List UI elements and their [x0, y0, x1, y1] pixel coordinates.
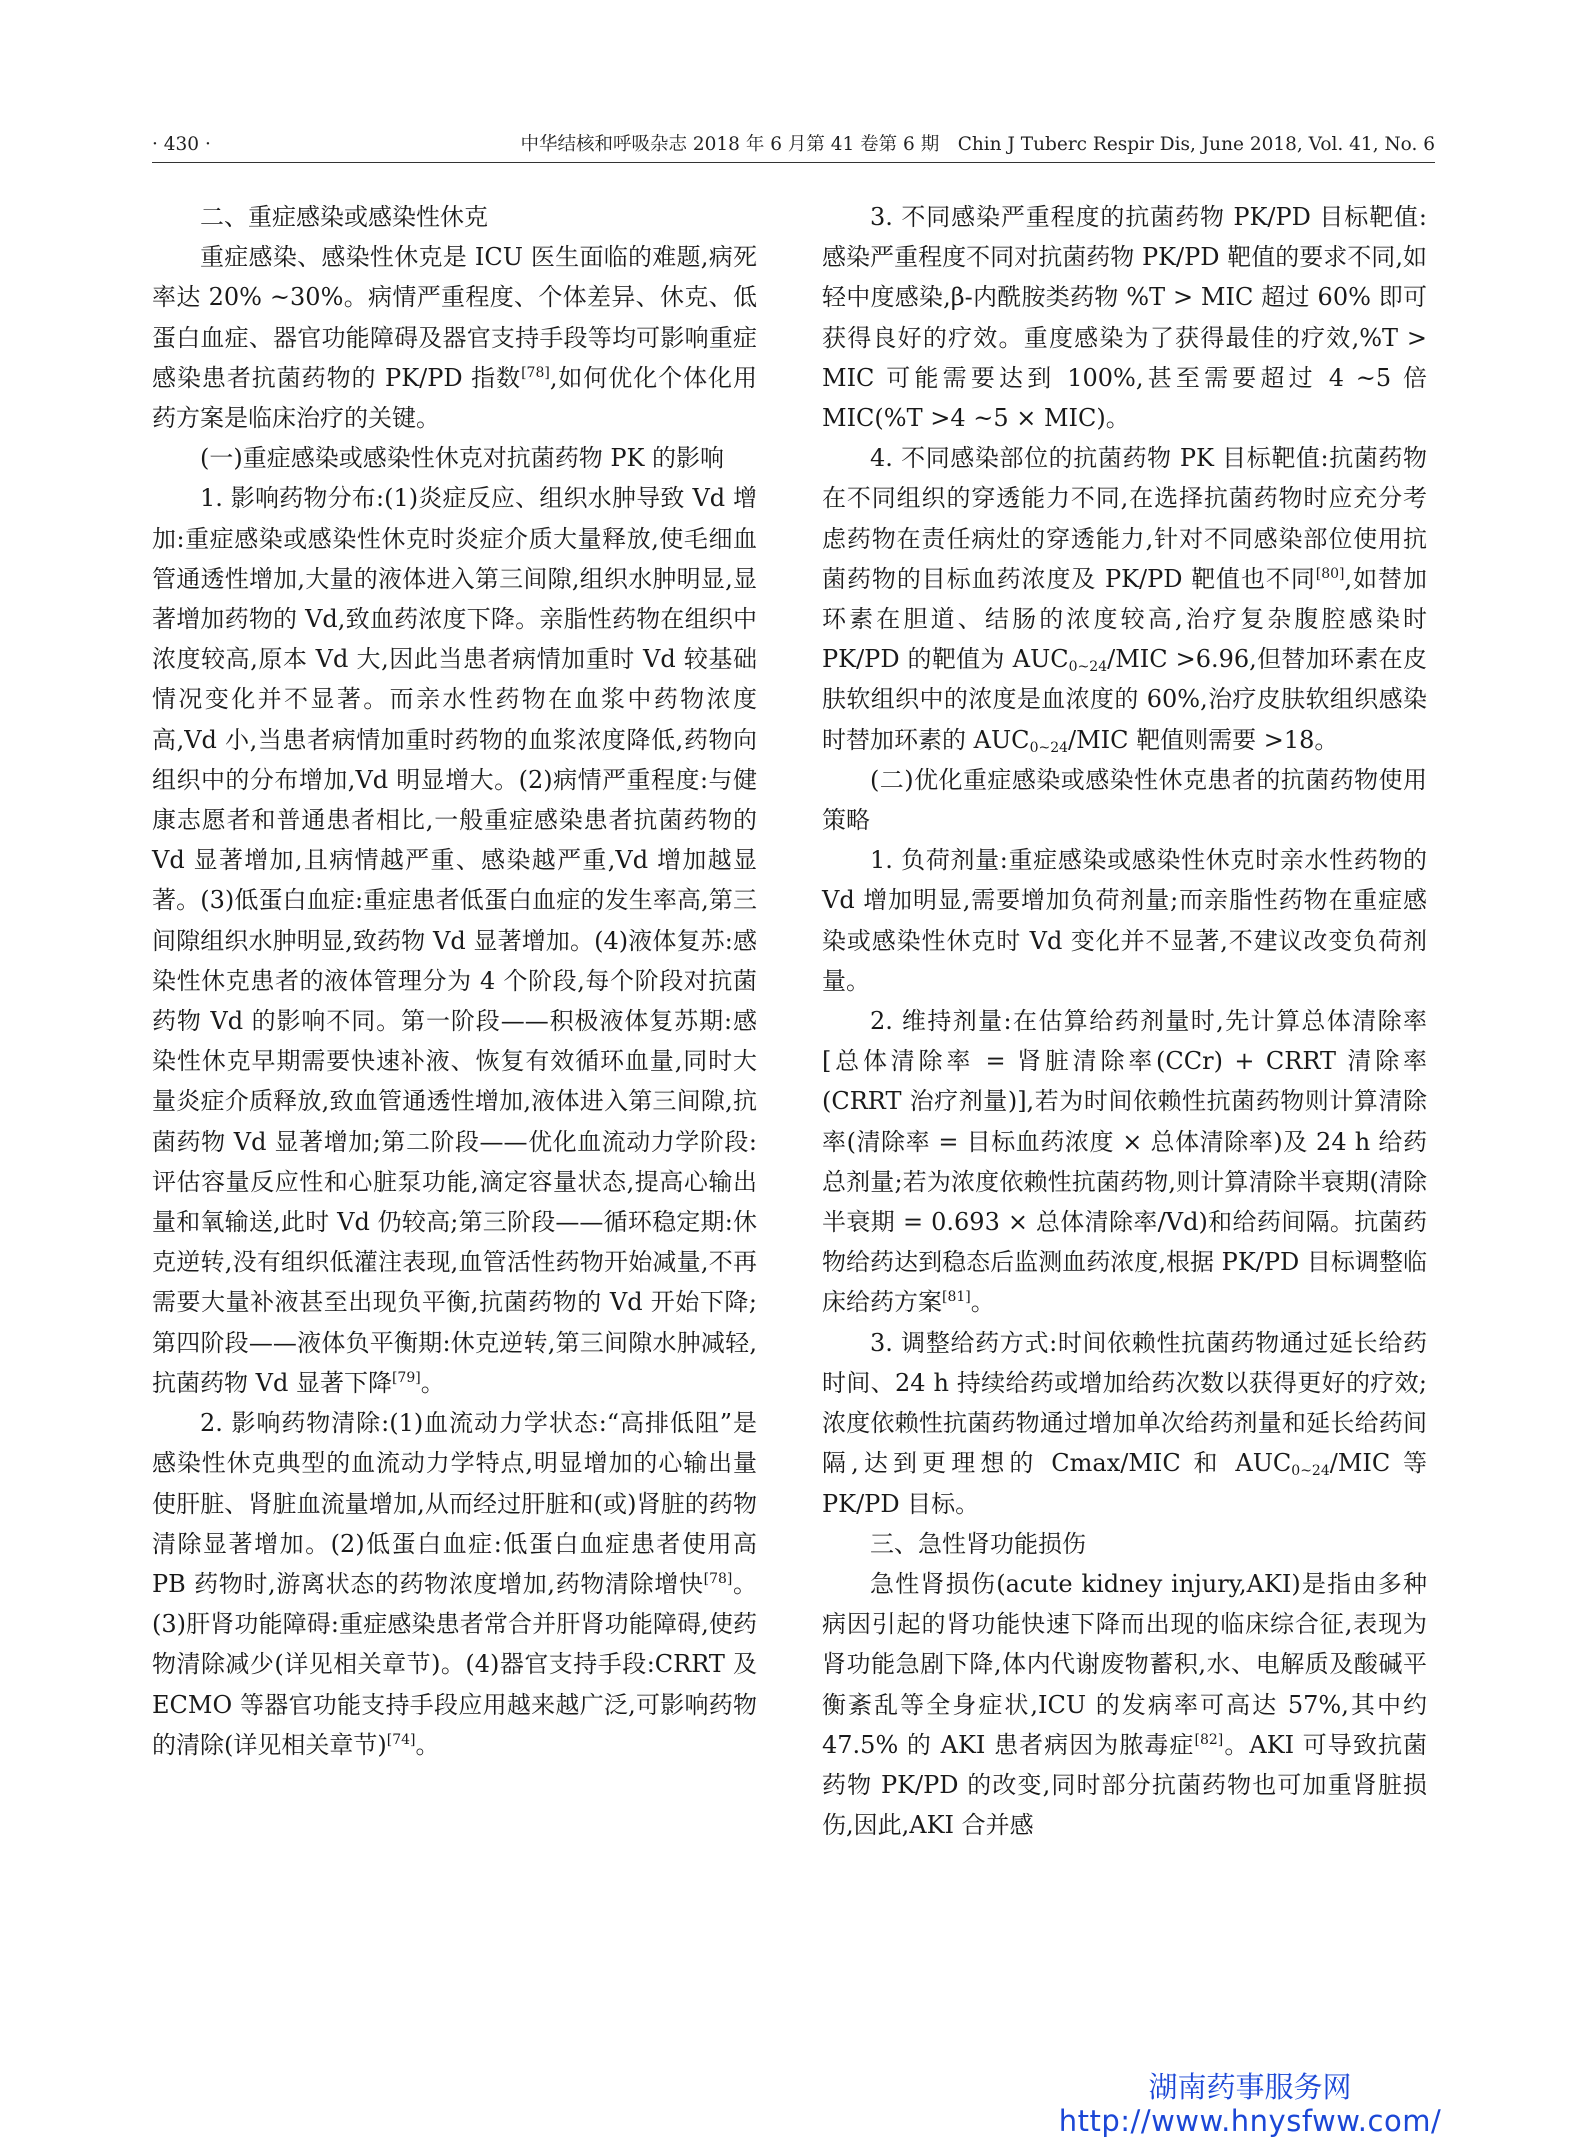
right-column [822, 197, 1427, 1845]
watermark-name: 湖南药事服务网 [1148, 2070, 1352, 2104]
citation: [74] [386, 1731, 416, 1748]
citation: [82] [1194, 1731, 1224, 1748]
left-column [152, 197, 757, 1765]
watermark [1045, 2070, 1455, 2138]
subscript: 0~24 [1291, 1463, 1330, 1480]
subsection-heading-2: (二)优化重症感染或感染性休克患者的抗菌药物使用策略 [822, 765, 1427, 835]
citation: [79] [391, 1369, 421, 1386]
paragraph: 2. 维持剂量:在估算给药剂量时,先计算总体清除率[总体清除率 = 肾脏清除率(CCr) + CRRT 清除率(CRRT 治疗剂量)],若为时间依赖性抗菌药物则计算清除率(清除率 = 目标血药浓度 × 总体清除率)及 24 h 给药总剂量;若为浓度依赖性抗菌药物,则计算清除半衰期(清除半衰期 = 0.693 × 总体清除率/Vd)和给药间隔。抗菌药物给药达到稳态后监测血药浓度,根据 PK/PD 目标调整临床给药方案[81]。 [822, 1007, 1427, 1317]
watermark-url[interactable]: http://www.hnysfww.com/ [1058, 2104, 1442, 2138]
citation: [81] [942, 1289, 971, 1306]
subscript: 0~24 [1029, 739, 1069, 756]
citation: [78] [703, 1570, 733, 1587]
paragraph: 重症感染、感染性休克是 ICU 医生面临的难题,病死率达 20% ~30%。病情严重程度、个体差异、休克、低蛋白血症、器官功能障碍及器官支持手段等均可影响重症感染患者抗菌药物的 PK/PD 指数[78],如何优化个体化用药方案是临床治疗的关键。 [152, 243, 757, 433]
paragraph: 3. 调整给药方式:时间依赖性抗菌药物通过延长给药时间、24 h 持续给药或增加给药次数以获得更好的疗效;浓度依赖性抗菌药物通过增加单次给药剂量和延长给药间隔,达到更理想的 Cmax/MIC 和 $AUC_{0\sim 24}$/MIC 等 PK/PD 目标。 [822, 1328, 1427, 1518]
page-number: · 430 · [152, 134, 211, 155]
section-heading-3: 三、急性肾功能损伤 [870, 1529, 1086, 1558]
header-rule [152, 162, 1435, 163]
paragraph: 急性肾损伤(acute kidney injury,AKI)是指由多种病因引起的肾功能快速下降而出现的临床综合征,表现为肾功能急剧下降,体内代谢废物蓄积,水、电解质及酸碱平衡紊乱等全身症状,ICU 的发病率可高达 57%,其中约 47.5% 的 AKI 患者病因为脓毒症[82]。AKI 可导致抗菌药物 PK/PD 的改变,同时部分抗菌药物也可加重肾脏损伤,因此,AKI 合并感 [822, 1569, 1428, 1840]
subscript: 0~24 [1068, 659, 1108, 676]
subsection-heading-1: (一)重症感染或感染性休克对抗菌药物 PK 的影响 [200, 444, 725, 473]
paragraph: 4. 不同感染部位的抗菌药物 PK 目标靶值:抗菌药物在不同组织的穿透能力不同,在选择抗菌药物时应充分考虑药物在责任病灶的穿透能力,针对不同感染部位使用抗菌药物的目标血药浓度及 PK/PD 靶值也不同[80],如替加环素在胆道、结肠的浓度较高,治疗复杂腹腔感染时 PK/PD 的靶值为 $AUC_{0\sim 24}$/MIC >6.96,但替加环素在皮肤软组织中的浓度是血浓度的 60%,治疗皮肤软组织感染时替加环素的 $AUC_{0\sim 24}$/MIC 靶值则需要 >18。 [822, 444, 1428, 756]
paragraph: 2. 影响药物清除:(1)血流动力学状态:“高排低阻”是感染性休克典型的血流动力学特点,明显增加的心输出量使肝脏、肾脏血流量增加,从而经过肝脏和(或)肾脏的药物清除显著增加。(2)低蛋白血症:低蛋白血症患者使用高 PB 药物时,游离状态的药物浓度增加,药物清除增快[78]。(3)肝肾功能障碍:重症感染患者常合并肝肾功能障碍,使药物清除减少(详见相关章节)。(4)器官支持手段:CRRT 及 ECMO 等器官功能支持手段应用越来越广泛,可影响药物的清除(详见相关章节)[74]。 [152, 1409, 758, 1759]
section-heading-2: 二、重症感染或感染性休克 [200, 203, 488, 231]
citation: [78] [521, 364, 550, 381]
paragraph: 1. 影响药物分布:(1)炎症反应、组织水肿导致 Vd 增加:重症感染或感染性休克时炎症介质大量释放,使毛细血管通透性增加,大量的液体进入第三间隙,组织水肿明显,显著增加药物的 Vd,致血药浓度下降。亲脂性药物在组织中浓度较高,原本 Vd 大,因此当患者病情加重时 Vd 较基础情况变化并不显著。而亲水性药物在血浆中药物浓度高,Vd 小,当患者病情加重时药物的血浆浓度降低,药物向组织中的分布增加,Vd 明显增大。(2)病情严重程度:与健康志愿者和普通患者相比,一般重症感染患者抗菌药物的 Vd 显著增加,且病情越严重、感染越严重,Vd 增加越显著。(3)低蛋白血症:重症患者低蛋白血症的发生率高,第三间隙组织水肿明显,致药物 Vd 显著增加。(4)液体复苏:感染性休克患者的液体管理分为 4 个阶段,每个阶段对抗菌药物 Vd 的影响不同。第一阶段——积极液体复苏期:感染性休克早期需要快速补液、恢复有效循环血量,同时大量炎症介质释放,致血管通透性增加,液体进入第三间隙,抗菌药物 Vd 显著增加;第二阶段——优化血流动力学阶段:评估容量反应性和心脏泵功能,滴定容量状态,提高心输出量和氧输送,此时 Vd 仍较高;第三阶段——循环稳定期:休克逆转,没有组织低灌注表现,血管活性药物开始减量,不再需要大量补液甚至出现负平衡,抗菌药物的 Vd 开始下降;第四阶段——液体负平衡期:休克逆转,第三间隙水肿减轻,抗菌药物 Vd 显著下降[79]。 [152, 484, 757, 1397]
running-header [152, 128, 1435, 162]
paragraph: 3. 不同感染严重程度的抗菌药物 PK/PD 目标靶值:感染严重程度不同对抗菌药物 PK/PD 靶值的要求不同,如轻中度感染,β-内酰胺类药物 %T > MIC 超过 60% 即可获得良好的疗效。重度感染为了获得最佳的疗效,%T > MIC 可能需要达到 100%,甚至需要超过 4 ~5 倍 MIC(%T >4 ~5 × MIC)。 [822, 203, 1427, 433]
citation: [80] [1315, 565, 1345, 582]
journal-info: 中华结核和呼吸杂志 2018 年 6 月第 41 卷第 6 期 Chin J Tuberc Respir Dis, June 2018, Vol. 41, No. 6 [520, 134, 1435, 155]
paragraph: 1. 负荷剂量:重症感染或感染性休克时亲水性药物的 Vd 增加明显,需要增加负荷剂量;而亲脂性药物在重症感染或感染性休克时 Vd 变化并不显著,不建议改变负荷剂量。 [822, 846, 1427, 995]
